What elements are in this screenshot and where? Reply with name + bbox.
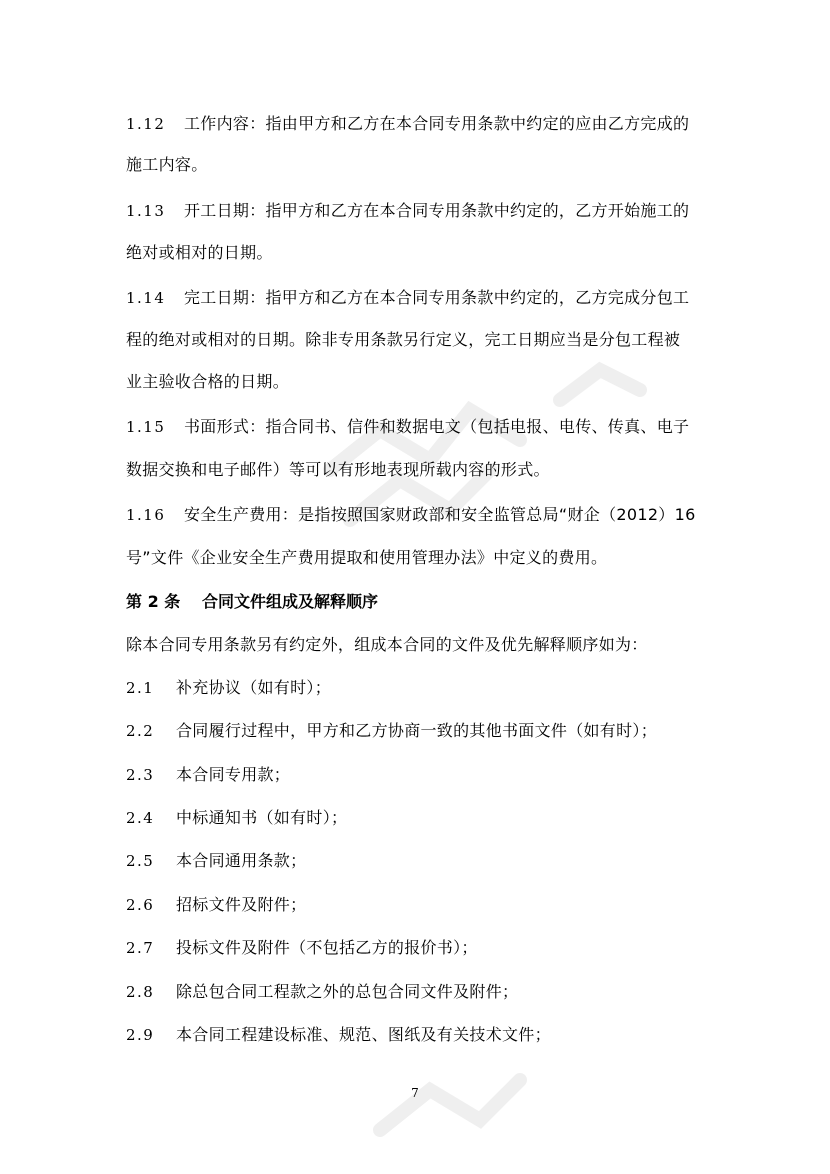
list-item (126, 1025, 551, 1045)
clause-text: 完工日期：指甲方和乙方在本合同专用条款中约定的，乙方完成分包工 (184, 288, 690, 307)
clause-1-16-line-2: 号”文件《企业安全生产费用提取和使用管理办法》中定义的费用。 (126, 548, 608, 567)
clause-text: 开工日期：指甲方和乙方在本合同专用条款中约定的，乙方开始施工的 (184, 201, 690, 220)
item-text: 投标文件及附件（不包括乙方的报价书）； (176, 938, 478, 957)
list-item (126, 982, 518, 1002)
list-item (126, 938, 478, 958)
list-item (126, 721, 657, 741)
clause-1-12-line-2: 施工内容。 (126, 155, 208, 174)
item-number: 2.6 (126, 896, 155, 914)
list-item (126, 765, 290, 785)
item-number: 2.7 (126, 939, 155, 957)
item-text: 中标通知书（如有时）； (176, 808, 348, 827)
list-item (126, 808, 347, 828)
item-text: 补充协议（如有时）； (176, 678, 332, 697)
list-item (126, 678, 331, 698)
item-number: 2.2 (126, 722, 155, 740)
clause-number: 1.15 (126, 418, 166, 436)
clause-1-13-line-1 (126, 201, 689, 221)
item-text: 本合同专用款； (176, 765, 291, 784)
clause-1-14-line-3: 业主验收合格的日期。 (126, 372, 290, 391)
item-text: 合同履行过程中，甲方和乙方协商一致的其他书面文件（如有时）； (176, 721, 658, 740)
article-2-heading (126, 592, 378, 612)
item-number: 2.5 (126, 852, 155, 870)
item-number: 2.9 (126, 1026, 155, 1044)
article-number: 第 2 条 (126, 592, 181, 611)
item-text: 本合同通用条款； (176, 851, 307, 870)
clause-1-12-line-1 (126, 114, 689, 134)
clause-1-14-line-1 (126, 288, 689, 308)
item-text: 招标文件及附件； (176, 895, 307, 914)
article-title: 合同文件组成及解释顺序 (202, 592, 379, 611)
clause-number: 1.14 (126, 289, 166, 307)
list-item (126, 895, 306, 915)
clause-1-14-line-2: 程的绝对或相对的日期。除非专用条款另行定义，完工日期应当是分包工程被 (126, 330, 681, 349)
clause-number: 1.13 (126, 202, 166, 220)
list-item (126, 851, 306, 871)
item-number: 2.3 (126, 766, 155, 784)
clause-number: 1.16 (126, 506, 166, 524)
clause-number: 1.12 (126, 115, 166, 133)
clause-1-15-line-1 (126, 417, 689, 437)
clause-text: 书面形式：指合同书、信件和数据电文（包括电报、电传、传真、电子 (184, 417, 690, 436)
clause-1-15-line-2: 数据交换和电子邮件）等可以有形地表现所载内容的形式。 (126, 460, 550, 479)
item-number: 2.8 (126, 983, 155, 1001)
clause-text: 安全生产费用：是指按照国家财政部和安全监管总局“财企（2012）16 (184, 505, 696, 524)
item-text: 除总包合同工程款之外的总包合同文件及附件； (176, 982, 519, 1001)
clause-text: 工作内容：指由甲方和乙方在本合同专用条款中约定的应由乙方完成的 (184, 114, 690, 133)
page-number: 7 (411, 1086, 419, 1100)
item-text: 本合同工程建设标准、规范、图纸及有关技术文件； (176, 1025, 551, 1044)
clause-1-16-line-1 (126, 505, 696, 525)
clause-1-13-line-2: 绝对或相对的日期。 (126, 243, 273, 262)
article-2-intro: 除本合同专用条款另有约定外，组成本合同的文件及优先解释顺序如为： (126, 635, 648, 654)
item-number: 2.4 (126, 809, 155, 827)
item-number: 2.1 (126, 679, 155, 697)
